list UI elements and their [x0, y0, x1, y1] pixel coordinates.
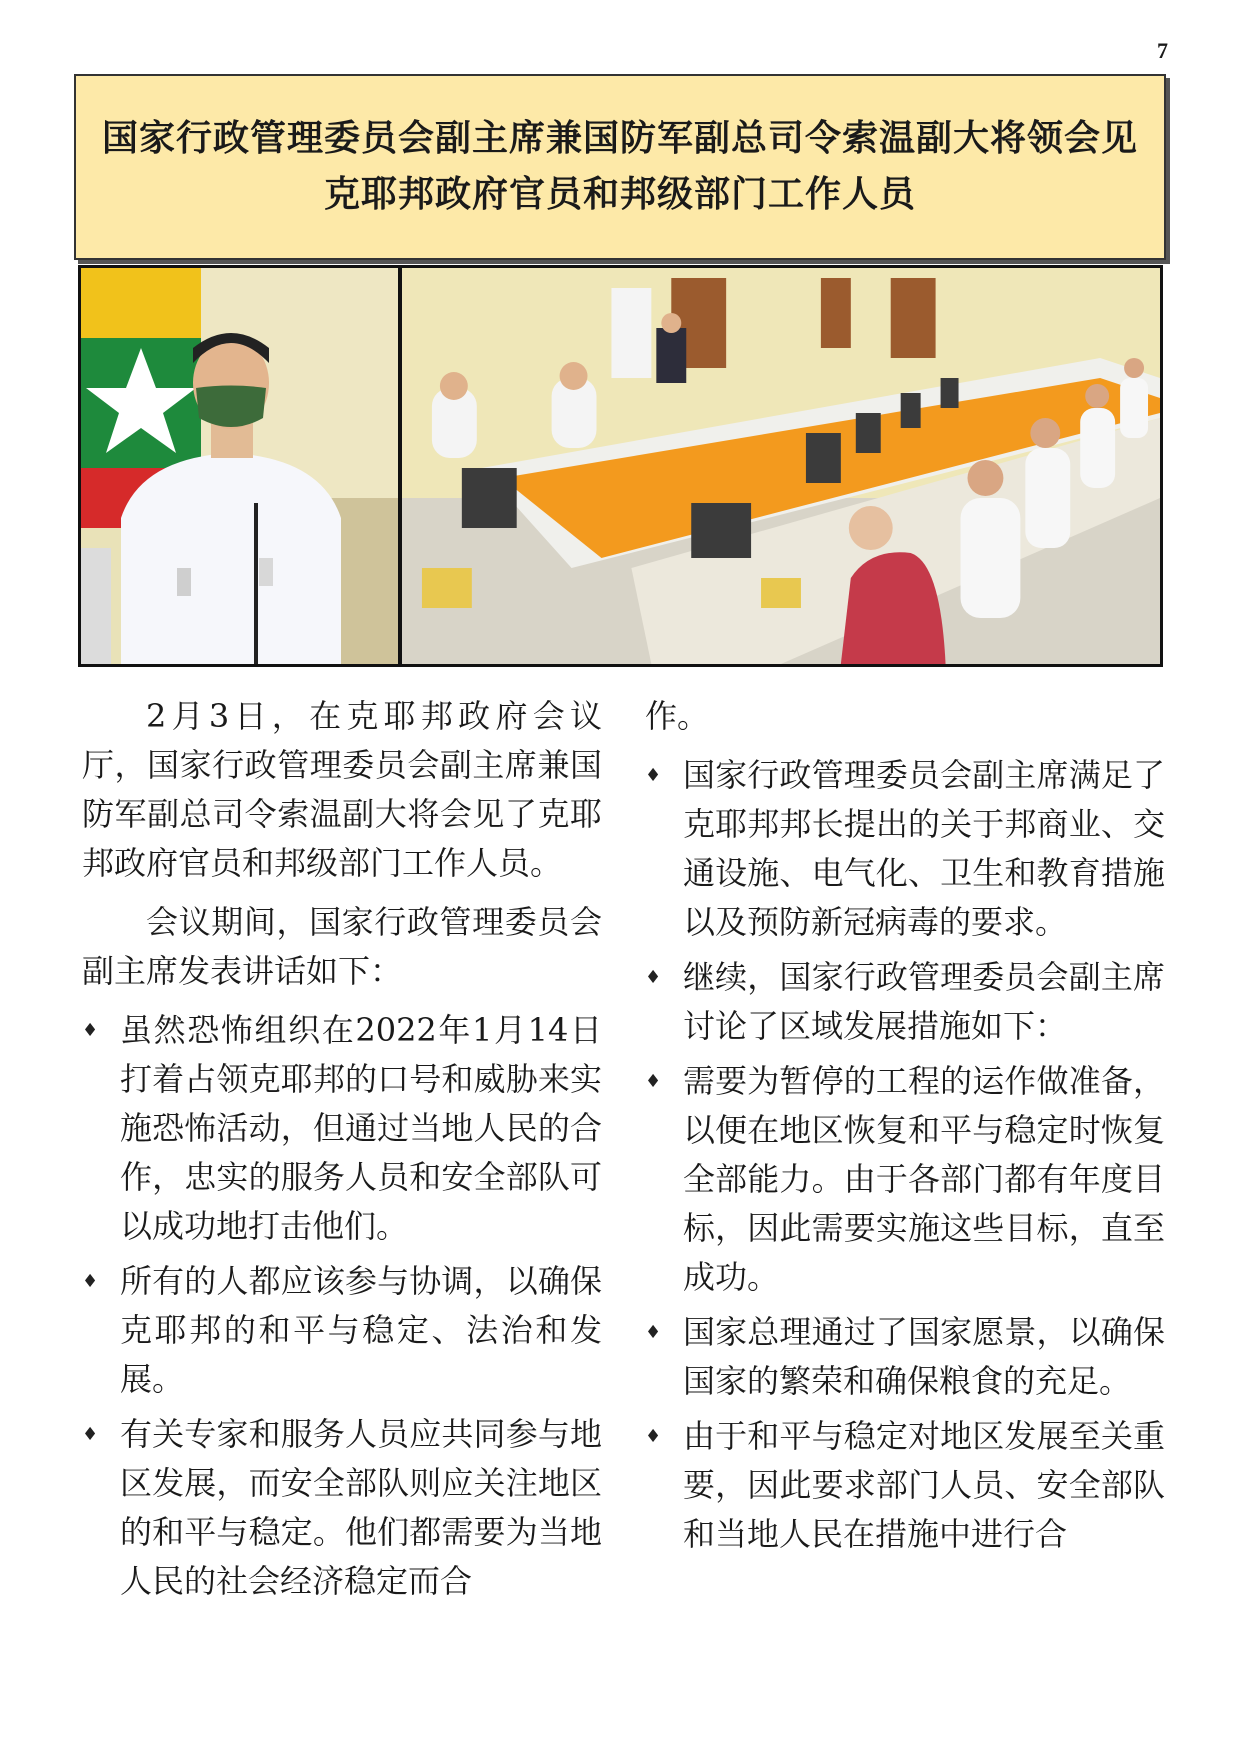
meeting-photo-illustration [402, 268, 1160, 664]
page-number: 7 [1157, 38, 1168, 63]
left-bullet-list [82, 1006, 602, 1606]
bullet-text: 继续，国家行政管理委员会副主席讨论了区域发展措施如下： [683, 958, 1165, 1045]
intro-paragraph: 2月3日，在克耶邦政府会议厅，国家行政管理委员会副主席兼国防军副总司令索温副大将会见了克耶邦政府官员和邦级部门工作人员。 [82, 697, 602, 882]
title-box [74, 74, 1166, 260]
list-item [645, 953, 1165, 1051]
diamond-bullet-icon: ♦ [645, 1322, 662, 1343]
title-line-1: 国家行政管理委员会副主席兼国防军副总司令索温副大将领会见 [101, 118, 1138, 159]
photo-meeting [402, 268, 1160, 664]
bullet-text: 虽然恐怖组织在2022年1月14日打着占领克耶邦的口号和威胁来实施恐怖活动，但通过当地人民的合作，忠实的服务人员和安全部队可以成功地打击他们。 [120, 1011, 602, 1245]
photo-frame [78, 265, 1163, 667]
bullet-text: 国家行政管理委员会副主席满足了克耶邦邦长提出的关于邦商业、交通设施、电气化、卫生和教育措施以及预防新冠病毒的要求。 [683, 756, 1165, 941]
bullet-text: 有关专家和服务人员应共同参与地区发展，而安全部队则应关注地区的和平与稳定。他们都需要为当地人民的社会经济稳定而合 [120, 1415, 602, 1600]
list-item [645, 751, 1165, 947]
list-item [645, 1308, 1165, 1406]
speaker-photo-illustration [81, 268, 398, 664]
left-column [82, 692, 602, 1612]
diamond-bullet-icon: ♦ [645, 967, 662, 988]
list-item [82, 1410, 602, 1606]
right-bullet-list [645, 751, 1165, 1559]
diamond-bullet-icon: ♦ [645, 1426, 662, 1447]
bullet-text: 所有的人都应该参与协调，以确保克耶邦的和平与稳定、法治和发展。 [120, 1262, 602, 1398]
list-item [82, 1006, 602, 1251]
diamond-bullet-icon: ♦ [645, 765, 662, 786]
list-item [645, 1057, 1165, 1302]
title-line-2: 克耶邦政府官员和邦级部门工作人员 [323, 174, 916, 215]
speech-intro-paragraph: 会议期间，国家行政管理委员会副主席发表讲话如下： [82, 903, 602, 990]
diamond-bullet-icon: ♦ [82, 1271, 99, 1292]
diamond-bullet-icon: ♦ [645, 1071, 662, 1092]
diamond-bullet-icon: ♦ [82, 1424, 99, 1445]
bullet-text: 由于和平与稳定对地区发展至关重要，因此要求部门人员、安全部队和当地人民在措施中进行合 [683, 1417, 1165, 1553]
diamond-bullet-icon: ♦ [82, 1020, 99, 1041]
bullet-text: 需要为暂停的工程的运作做准备，以便在地区恢复和平与稳定时恢复全部能力。由于各部门都有年度目标，因此需要实施这些目标，直至成功。 [683, 1062, 1165, 1296]
list-item [82, 1257, 602, 1404]
photo-speaker [81, 268, 398, 664]
list-item [645, 1412, 1165, 1559]
continuation-text: 作。 [645, 697, 710, 735]
bullet-text: 国家总理通过了国家愿景，以确保国家的繁荣和确保粮食的充足。 [683, 1313, 1165, 1400]
right-column [645, 692, 1165, 1565]
